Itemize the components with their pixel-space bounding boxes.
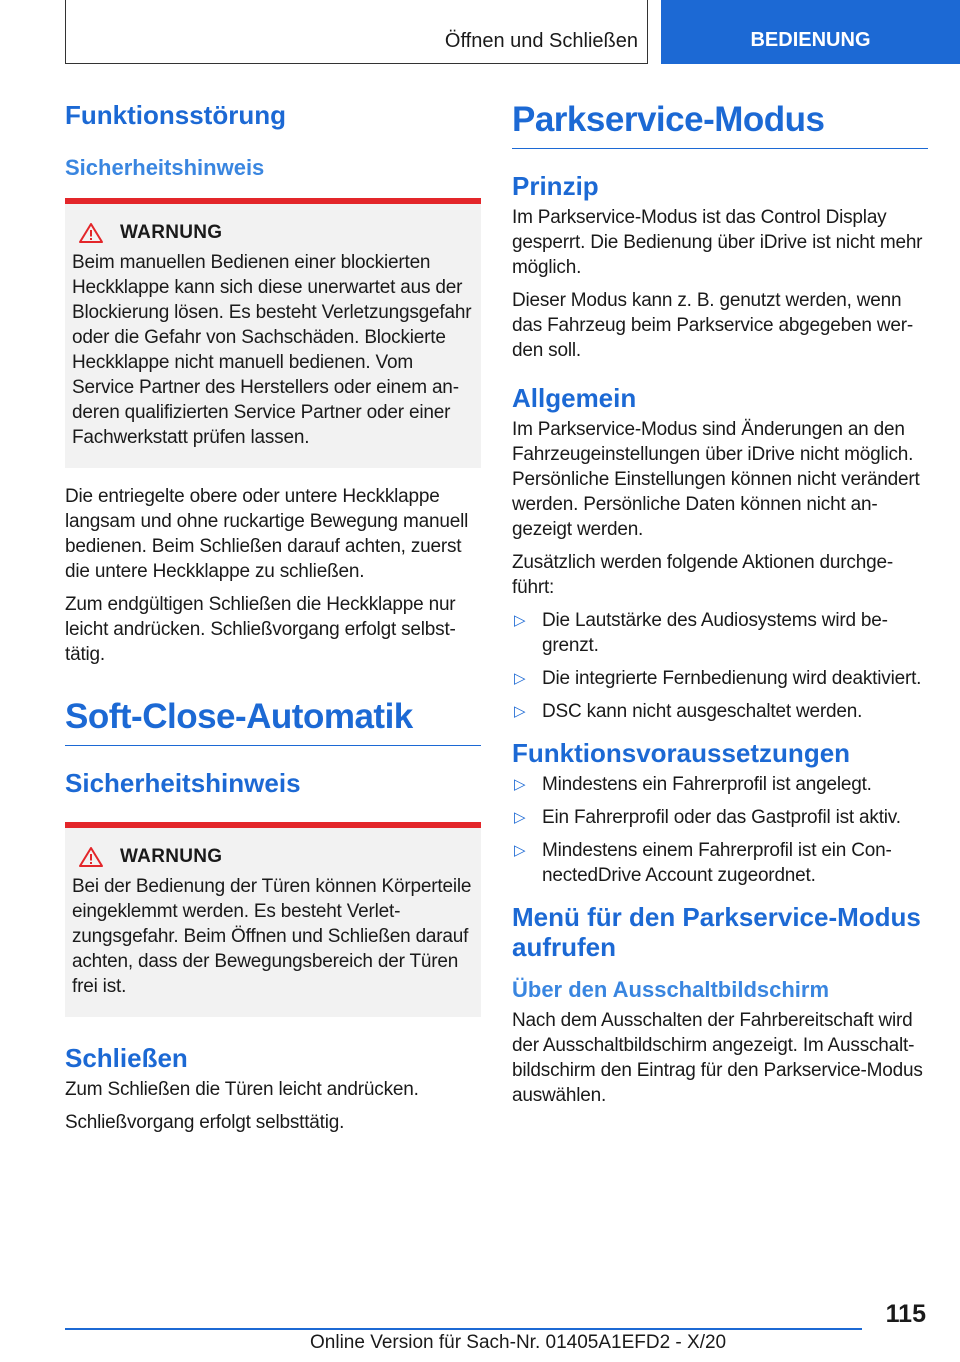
triangle-right-bullet-icon: ▷ — [514, 842, 526, 859]
list-item — [512, 805, 928, 830]
warning-box-2 — [65, 822, 481, 1017]
page-footer — [0, 1290, 960, 1362]
list-item-text: Mindestens ein Fahrerprofil ist angelegt. — [542, 774, 872, 795]
heading-menue-parkservice: Menü für den Parkservice-Modus aufrufen — [512, 902, 921, 962]
paragraph-heckklappe-2: Zum endgültigen Schließen die Heckklappe nur leicht andrücken. Schließvorgang erfolgt selbsttätig. — [65, 594, 456, 665]
heading-sicherheitshinweis-1: Sicherheitshinweis — [65, 155, 265, 180]
warning-text-1: Beim manuellen Bedienen einer blockierten Heckklappe kann sich diese unerwartet aus der Blockierung lösen. Es besteht Verletzungsgefahr oder die Gefahr von Sachschäden. Blockierte Heckklappe nicht manuell bedienen. Vom Service Partner des Herstellers oder einem anderen qualifizierten Service Partner oder einer Fachwerkstatt prüfen lassen. — [72, 252, 472, 448]
paragraph-schliessen-2: Schließvorgang erfolgt selbsttätig. — [65, 1112, 345, 1133]
heading-prinzip: Prinzip — [512, 171, 599, 201]
paragraph-allgemein-2: Zusätzlich werden folgende Aktionen durchgeführt: — [512, 552, 894, 598]
list-item — [512, 772, 928, 797]
heading-funktionsvoraussetzungen: Funktionsvoraussetzungen — [512, 738, 851, 768]
header-chapter-label: BEDIENUNG — [750, 28, 871, 51]
list-item — [512, 666, 928, 691]
list-item — [512, 699, 928, 724]
heading-allgemein: Allgemein — [512, 383, 637, 413]
heading-ausschaltbildschirm: Über den Ausschaltbildschirm — [512, 977, 830, 1002]
heading-soft-close: Soft-Close-Automatik — [65, 697, 481, 746]
footer-online-version: Online Version für Sach-Nr. 01405A1EFD2 - X/20 — [310, 1332, 727, 1353]
right-column — [512, 100, 928, 1116]
triangle-right-bullet-icon: ▷ — [514, 703, 526, 720]
paragraph-prinzip-1: Im Parkservice-Modus ist das Control Display gesperrt. Die Bedienung über iDrive ist nicht mehr möglich. — [512, 207, 923, 278]
list-item-text: Die Lautstärke des Audiosystems wird begrenzt. — [542, 610, 888, 656]
heading-schliessen: Schließen — [65, 1043, 188, 1073]
footer-divider — [65, 1328, 862, 1330]
page-header — [0, 0, 960, 66]
triangle-right-bullet-icon: ▷ — [514, 670, 526, 687]
list-item-text: Die integrierte Fernbedienung wird deaktiviert. — [542, 668, 922, 689]
warning-title-2: WARNUNG — [120, 846, 223, 867]
heading-parkservice-modus: Parkservice-Modus — [512, 100, 928, 149]
warning-title-1: WARNUNG — [120, 222, 223, 243]
header-section-title: Öffnen und Schließen — [444, 30, 638, 52]
warning-triangle-icon — [78, 846, 104, 868]
warning-header-1 — [72, 222, 473, 244]
triangle-right-bullet-icon: ▷ — [514, 809, 526, 826]
list-item-text: Ein Fahrerprofil oder das Gastprofil ist aktiv. — [542, 807, 901, 828]
warning-text-2: Bei der Bedienung der Türen können Körperteile eingeklemmt werden. Es besteht Verletzungsgefahr. Beim Öffnen und Schließen darauf achten, dass der Bewegungsbereich der Türen frei ist. — [72, 876, 472, 997]
paragraph-prinzip-2: Dieser Modus kann z. B. genutzt werden, wenn das Fahrzeug beim Parkservice abgegeben werden soll. — [512, 290, 914, 361]
list-voraussetzungen — [512, 772, 928, 888]
warning-header-2 — [72, 846, 473, 868]
paragraph-schliessen-1: Zum Schließen die Türen leicht andrücken. — [65, 1079, 419, 1100]
warning-triangle-icon — [78, 222, 104, 244]
triangle-right-bullet-icon: ▷ — [514, 612, 526, 629]
list-item — [512, 608, 928, 658]
triangle-right-bullet-icon: ▷ — [514, 776, 526, 793]
heading-sicherheitshinweis-2: Sicherheitshinweis — [65, 768, 301, 798]
page-number: 115 — [885, 1300, 926, 1328]
header-chapter-tab — [661, 0, 960, 64]
list-allgemein — [512, 608, 928, 724]
warning-box-1 — [65, 198, 481, 468]
list-item-text: DSC kann nicht ausgeschaltet werden. — [542, 701, 863, 722]
paragraph-allgemein-1: Im Parkservice-Modus sind Änderungen an den Fahrzeugeinstellungen über iDrive nicht möglich. Persönliche Einstellungen können nicht verändert werden. Persönliche Daten können nicht angezeigt werden. — [512, 419, 920, 540]
list-item-text: Mindestens einem Fahrerprofil ist ein ConnectedDrive Account zugeordnet. — [542, 840, 892, 886]
paragraph-ausschaltbildschirm: Nach dem Ausschalten der Fahrbereitschaft wird der Ausschaltbildschirm angezeigt. Im Ausschaltbildschirm den Eintrag für den Parkservice-Modus auswählen. — [512, 1010, 923, 1106]
list-item — [512, 838, 928, 888]
left-column — [65, 100, 481, 1143]
paragraph-heckklappe-1: Die entriegelte obere oder untere Heckklappe langsam und ohne ruckartige Bewegung manuell bedienen. Beim Schließen darauf achten, zuerst die untere Heckklappe zu schließen. — [65, 486, 469, 582]
heading-funktionsstoerung: Funktionsstörung — [65, 100, 286, 130]
